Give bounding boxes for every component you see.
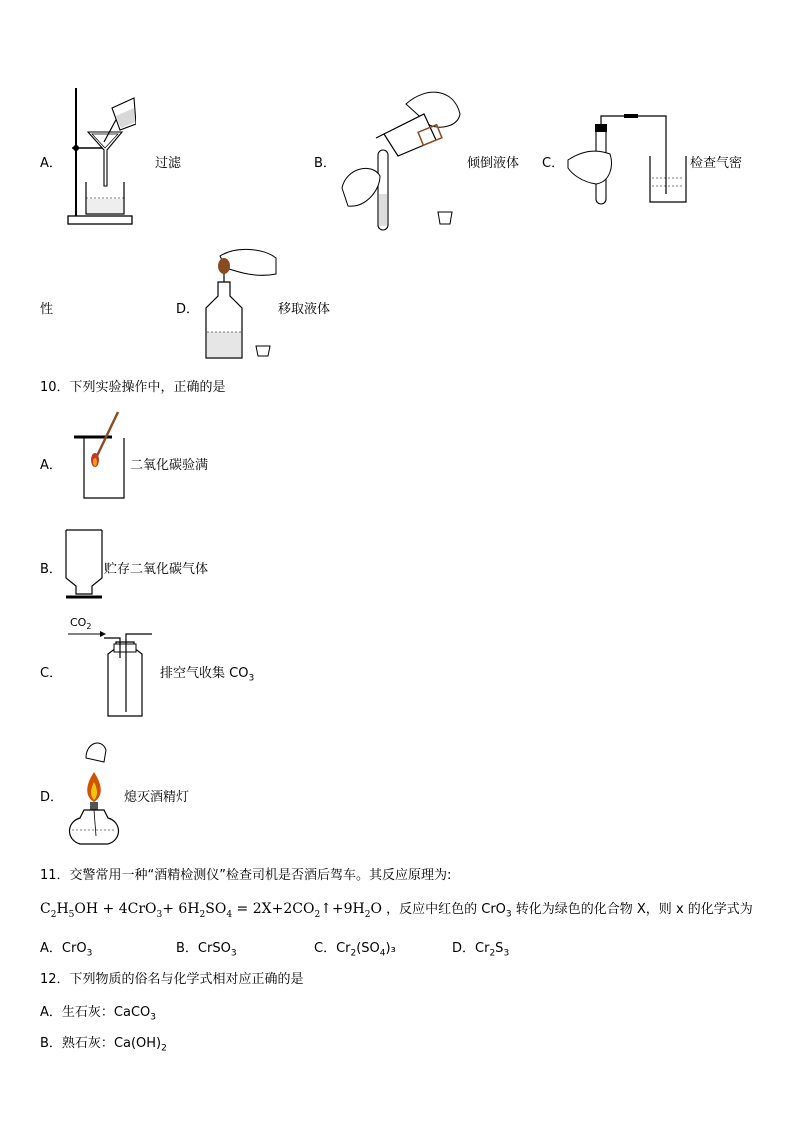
q9-option-c-caption: 检查气密: [690, 156, 743, 171]
q11-option-b[interactable]: B．CrSO$_3$: [176, 941, 237, 959]
q9-option-d-caption: 移取液体: [278, 302, 331, 317]
q11-stem: 11．交警常用一种“酒精检测仪”检查司机是否酒后驾车。其反应原理为:: [40, 868, 452, 883]
q9-option-c-letter: C．: [542, 156, 565, 171]
q10-option-b-letter: B．: [40, 562, 62, 577]
q10-option-d-caption: 熄灭酒精灯: [124, 790, 190, 805]
q10-stem: 10．下列实验操作中，正确的是: [40, 380, 226, 395]
co2-inlet-label: $CO_2$: [70, 616, 92, 632]
inverted-bottle-figure: [62, 526, 106, 602]
filtration-apparatus-figure: [64, 86, 136, 228]
q9-option-b-letter: B．: [314, 156, 336, 171]
q10-option-b-caption: 贮存二氧化碳气体: [104, 562, 209, 577]
q11-option-c[interactable]: C．$Cr_2(SO_4)_3$: [314, 941, 396, 959]
alcohol-lamp-figure: [64, 736, 124, 848]
q10-option-a-caption: 二氧化碳验满: [130, 458, 209, 473]
q10-option-c-caption: 排空气收集 $CO_3$: [160, 666, 255, 684]
q9-option-a-letter: A．: [40, 156, 62, 171]
q12-stem: 12．下列物质的俗名与化学式相对应正确的是: [40, 972, 304, 987]
q12-option-a[interactable]: A．生石灰：CaCO$_3$: [40, 1005, 157, 1023]
q9-option-c-caption-continued: 性: [40, 302, 54, 317]
q9-option-a-caption: 过滤: [155, 156, 182, 171]
gas-collection-bottle-figure: [66, 624, 162, 722]
q10-option-d-letter: D．: [40, 790, 64, 805]
pouring-liquid-figure: [336, 84, 466, 232]
dropper-transfer-figure: [200, 246, 278, 362]
co2-full-check-figure: [72, 410, 128, 502]
q10-option-c-letter: C．: [40, 666, 63, 681]
q9-option-b-caption: 倾倒液体: [467, 156, 520, 171]
q9-option-d-letter: D．: [176, 302, 200, 317]
q10-option-a-letter: A．: [40, 458, 62, 473]
q11-stem-tail: ，反应中红色的 CrO$_3$ 转化为绿色的化合物 X，则 x 的化学式为: [386, 902, 753, 920]
q11-option-d[interactable]: D．$Cr_2S_3$: [452, 941, 510, 959]
q11-option-a[interactable]: A．CrO$_3$: [40, 941, 93, 959]
airtightness-check-figure: [566, 112, 690, 208]
q11-reaction-equation: $C_2H_5OH + 4CrO_3+ 6H_2SO_4$ = $2X+2CO_2↑+9H_2O$: [40, 901, 382, 920]
q11-equation-line: [40, 898, 753, 920]
q12-option-b[interactable]: B．熟石灰：$Ca(OH)_2$: [40, 1036, 167, 1054]
